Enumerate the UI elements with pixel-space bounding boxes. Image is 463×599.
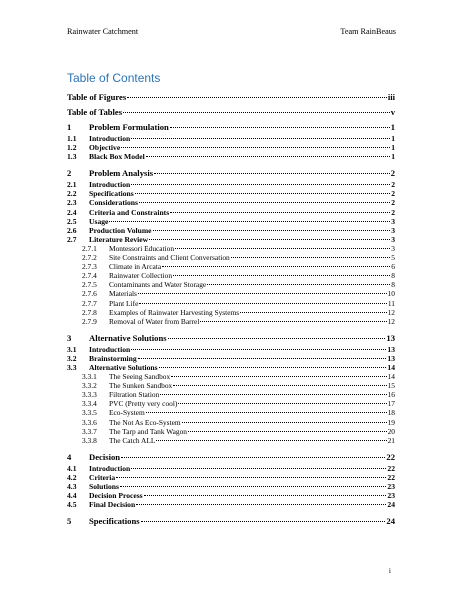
toc-entry-number: 3.3.1 — [82, 372, 97, 381]
toc-entry-label: Problem Analysis — [89, 168, 154, 179]
toc-entry-page: 2 — [391, 207, 395, 217]
toc-entry-label: The Catch ALL — [109, 435, 156, 445]
toc-entry-number: 1 — [67, 122, 72, 132]
dot-leader — [127, 97, 387, 98]
toc-entry-number: 1.2 — [67, 143, 77, 153]
toc-entry-number: 3 — [67, 332, 72, 343]
toc-entry-number: 2.1 — [67, 180, 77, 190]
toc-entry-number: 3.3.3 — [82, 390, 97, 400]
toc-entry-number: 2.7.9 — [82, 316, 97, 326]
toc-entry[interactable] — [67, 354, 395, 363]
toc-entry-number: 2 — [67, 168, 72, 179]
toc-entry[interactable] — [67, 92, 395, 102]
toc-entry-number: 4.5 — [67, 500, 77, 510]
toc-entry[interactable] — [67, 189, 395, 198]
toc-entry-number: 2.4 — [67, 207, 77, 217]
dot-leader — [131, 468, 386, 469]
toc-entry-label: Montessori Education — [109, 243, 175, 253]
toc-entry-number: 3.3 — [67, 362, 77, 372]
toc-entry-page: 10 — [387, 289, 395, 299]
toc-entry[interactable] — [67, 226, 395, 235]
dot-leader — [200, 321, 386, 322]
dot-leader — [207, 284, 390, 285]
dot-leader — [170, 212, 390, 213]
toc-entry-number: 5 — [67, 516, 72, 527]
dot-leader — [168, 338, 386, 339]
toc-entry-label: The Sunken Sandbox — [109, 381, 173, 391]
toc-entry-label: Removal of Water from Barrel — [109, 316, 200, 326]
toc-entry-page: 19 — [387, 417, 395, 427]
toc-entry[interactable] — [67, 152, 395, 161]
toc-entry-number: 3.3.6 — [82, 417, 97, 427]
toc-entry-page: 17 — [387, 399, 395, 409]
toc-entry-page: 20 — [387, 426, 395, 436]
toc-entry-label: Decision — [89, 451, 121, 462]
toc-entry-label: Specifications — [89, 189, 134, 199]
dot-leader — [135, 193, 390, 194]
toc-entry-number: 4.2 — [67, 472, 77, 482]
toc-entry[interactable] — [67, 289, 395, 298]
dot-leader — [149, 239, 390, 240]
toc-entry-page: 5 — [391, 253, 395, 262]
toc-entry-page: 1 — [390, 122, 395, 132]
toc-entry[interactable] — [67, 333, 395, 343]
toc-entry[interactable] — [67, 452, 395, 462]
dot-leader — [116, 477, 386, 478]
toc-entry[interactable] — [67, 122, 395, 132]
toc-entry-page: 3 — [391, 216, 395, 226]
page-number: i — [388, 566, 391, 575]
toc-entry-page: 12 — [387, 316, 395, 326]
toc-entry-label: Alternative Solutions — [89, 332, 167, 343]
toc-entry-number: 3.3.2 — [82, 381, 97, 391]
toc-entry-number: 4.4 — [67, 491, 77, 500]
toc-entry[interactable] — [67, 399, 395, 408]
toc-entry-label: Solutions — [89, 481, 119, 491]
toc-entry-page: 21 — [387, 435, 395, 445]
toc-entry-label: Introduction — [89, 463, 131, 473]
toc-entry-label: Contaminants and Water Storage — [109, 280, 207, 290]
toc-entry-page: 2 — [390, 168, 395, 179]
running-header-left: Rainwater Catchment — [67, 27, 139, 36]
toc-entry-page: 3 — [391, 225, 395, 235]
toc-entry-page: 13 — [386, 332, 395, 343]
toc-entry[interactable] — [67, 491, 395, 500]
toc-entry-page: 8 — [391, 271, 395, 281]
dot-leader — [139, 202, 390, 203]
toc-entry-number: 2.7.1 — [82, 243, 97, 253]
toc-entry-number: 2.7.5 — [82, 280, 97, 290]
toc-entry[interactable] — [67, 516, 395, 526]
toc-entry-label: Examples of Rainwater Harvesting Systems — [109, 307, 240, 317]
toc-entry-page: 1 — [391, 134, 395, 143]
toc-entry-number: 2.6 — [67, 225, 77, 235]
toc-entry-label: Eco-System — [109, 408, 145, 418]
toc-entry-page: 23 — [387, 491, 395, 500]
toc-entry-number: 4.3 — [67, 481, 77, 491]
toc-entry-page: 16 — [387, 390, 395, 400]
toc-entry-number: 3.3.7 — [82, 426, 97, 436]
dot-leader — [188, 431, 387, 432]
toc-entry-label: Usage — [89, 216, 109, 226]
dot-leader — [144, 495, 387, 496]
toc-entry-number: 2.7 — [67, 234, 77, 244]
toc-entry-page: 24 — [387, 500, 395, 510]
toc-entry-label: Criteria — [89, 472, 116, 482]
toc-entry-label: Specifications — [89, 516, 140, 527]
dot-leader — [175, 248, 390, 249]
toc-entry[interactable] — [67, 253, 395, 262]
toc-entry-page: 14 — [387, 362, 395, 372]
dot-leader — [159, 367, 387, 368]
dot-leader — [173, 385, 386, 386]
toc-entry-number: 4 — [67, 451, 72, 462]
toc-entry-number: 3.1 — [67, 344, 77, 354]
dot-leader — [231, 257, 391, 258]
toc-entry-label: Objective — [89, 143, 121, 153]
toc-entry-page: 3 — [391, 234, 395, 244]
toc-entry-number: 2.2 — [67, 189, 77, 199]
dot-leader — [146, 412, 387, 413]
toc-title: Table of Contents — [67, 71, 161, 85]
dot-leader — [136, 504, 386, 505]
toc-entry-page: iii — [387, 92, 395, 102]
toc-entry-page: 2 — [391, 198, 395, 208]
toc-entry-page: 1 — [391, 152, 395, 162]
toc-entry[interactable] — [67, 107, 395, 117]
toc-entry[interactable] — [67, 208, 395, 217]
toc-entry-page: 11 — [387, 298, 395, 308]
toc-entry[interactable] — [67, 500, 395, 509]
toc-entry[interactable] — [67, 244, 395, 253]
dot-leader — [131, 138, 390, 139]
toc-entry[interactable] — [67, 134, 395, 143]
toc-entry-label: Filtration Station — [109, 390, 160, 400]
toc-entry[interactable] — [67, 299, 395, 308]
toc-entry-page: 15 — [387, 381, 395, 391]
toc-entry-number: 2.7.2 — [82, 253, 97, 262]
toc-entry-label: The Seeing Sandbox — [109, 372, 171, 381]
toc-entry[interactable] — [67, 271, 395, 280]
toc-entry-page: 23 — [387, 481, 395, 491]
dot-leader — [178, 403, 386, 404]
dot-leader — [160, 394, 386, 395]
toc-entry-label: Alternative Solutions — [89, 362, 158, 372]
dot-leader — [182, 422, 387, 423]
toc-entry[interactable] — [67, 408, 395, 417]
toc-entry-page: 18 — [387, 408, 395, 418]
toc-entry-page: 1 — [391, 143, 395, 153]
toc-entry-label: Table of Figures — [67, 92, 127, 102]
toc-entry-page: 2 — [391, 189, 395, 199]
toc-entry-label: The Tarp and Tank Wagon — [109, 426, 188, 436]
dot-leader — [162, 266, 390, 267]
dot-leader — [153, 230, 391, 231]
toc-entry-label: Plant Life — [109, 298, 139, 308]
dot-leader — [131, 184, 390, 185]
toc-entry-label: Site Constraints and Client Conversation — [109, 253, 230, 262]
toc-entry-page: 6 — [391, 262, 395, 272]
toc-entry[interactable] — [67, 262, 395, 271]
dot-leader — [154, 173, 390, 174]
toc-entry[interactable] — [67, 427, 395, 436]
toc-entry-page: 22 — [387, 472, 395, 482]
toc-entry[interactable] — [67, 317, 395, 326]
toc-entry[interactable] — [67, 235, 395, 244]
toc-entry-label: Decision Process — [89, 491, 143, 500]
toc-entry-label: Introduction — [89, 180, 131, 190]
toc-entry-number: 1.3 — [67, 152, 77, 162]
toc-entry[interactable] — [67, 363, 395, 372]
toc-entry-label: PVC (Pretty very cool) — [109, 399, 178, 409]
toc-entry-number: 3.3.5 — [82, 408, 97, 418]
dot-leader — [109, 221, 390, 222]
toc-entry-number: 2.7.3 — [82, 262, 97, 272]
toc-entry[interactable] — [67, 217, 395, 226]
dot-leader — [146, 156, 391, 157]
toc-entry-page: 3 — [391, 243, 395, 253]
toc-entry-label: Introduction — [89, 344, 131, 354]
dot-leader — [141, 521, 386, 522]
toc-entry[interactable] — [67, 372, 395, 381]
toc-entry-number: 2.7.6 — [82, 289, 97, 299]
toc-entry[interactable] — [67, 436, 395, 445]
toc-entry-label: Climate in Arcata — [109, 262, 162, 272]
toc-entry[interactable] — [67, 473, 395, 482]
toc-entry[interactable] — [67, 464, 395, 473]
dot-leader — [171, 376, 386, 377]
toc-entry-page: v — [390, 107, 395, 117]
toc-entry-number: 2.7.7 — [82, 298, 97, 308]
dot-leader — [156, 440, 386, 441]
dot-leader — [121, 457, 385, 458]
toc-entry-number: 2.7.4 — [82, 271, 97, 281]
dot-leader — [240, 312, 386, 313]
dot-leader — [131, 349, 386, 350]
toc-entry[interactable] — [67, 381, 395, 390]
toc-entry-page: 24 — [386, 516, 395, 527]
toc-entry-page: 12 — [387, 307, 395, 317]
toc-entry-number: 2.7.8 — [82, 307, 97, 317]
toc-entry-label: Brainstorming — [89, 353, 137, 363]
toc-entry-page: 14 — [387, 372, 395, 381]
toc-entry[interactable] — [67, 390, 395, 399]
toc-entry-page: 13 — [387, 344, 395, 354]
toc-entry-number: 2.5 — [67, 216, 77, 226]
toc-entry[interactable] — [67, 308, 395, 317]
toc-entry[interactable] — [67, 345, 395, 354]
toc-entry-number: 2.3 — [67, 198, 77, 208]
toc-entry-number: 1.1 — [67, 134, 77, 143]
toc-entry[interactable] — [67, 482, 395, 491]
toc-entry-label: Table of Tables — [67, 107, 123, 117]
toc-entry[interactable] — [67, 143, 395, 152]
toc-entry-label: Production Volume — [89, 225, 152, 235]
toc-entry-number: 3.2 — [67, 353, 77, 363]
toc-entry-label: Final Decision — [89, 500, 136, 510]
dot-leader — [121, 147, 390, 148]
toc-entry-page: 2 — [391, 180, 395, 190]
toc-entry-label: Materials — [109, 289, 137, 299]
dot-leader — [138, 293, 387, 294]
toc-entry[interactable] — [67, 168, 395, 178]
toc-entry-label: Literature Review — [89, 234, 149, 244]
toc-entry-label: Black Box Model — [89, 152, 145, 162]
toc-entry[interactable] — [67, 280, 395, 289]
toc-entry[interactable] — [67, 180, 395, 189]
toc-entry-page: 22 — [387, 463, 395, 473]
toc-entry-page: 8 — [391, 280, 395, 290]
toc-entry[interactable] — [67, 418, 395, 427]
dot-leader — [170, 127, 390, 128]
toc-entry-number: 3.3.4 — [82, 399, 97, 409]
toc-entry-number: 3.3.8 — [82, 435, 97, 445]
dot-leader — [120, 486, 386, 487]
toc-entry-label: Rainwater Collection — [109, 271, 173, 281]
toc-entry-label: Considerations — [89, 198, 138, 208]
toc-entry-label: Introduction — [89, 134, 131, 143]
toc-entry[interactable] — [67, 198, 395, 207]
toc-entry-label: Criteria and Constraints — [89, 207, 170, 217]
dot-leader — [123, 112, 390, 113]
dot-leader — [173, 275, 390, 276]
dot-leader — [138, 358, 387, 359]
dot-leader — [139, 303, 387, 304]
running-header-right: Team RainBeaus — [340, 27, 396, 36]
toc-entry-label: Problem Formulation — [89, 122, 169, 132]
toc-entry-label: The Not As Eco-System — [109, 417, 181, 427]
toc-entry-page: 13 — [387, 353, 395, 363]
toc-entry-page: 22 — [386, 451, 395, 462]
toc-entry-number: 4.1 — [67, 463, 77, 473]
